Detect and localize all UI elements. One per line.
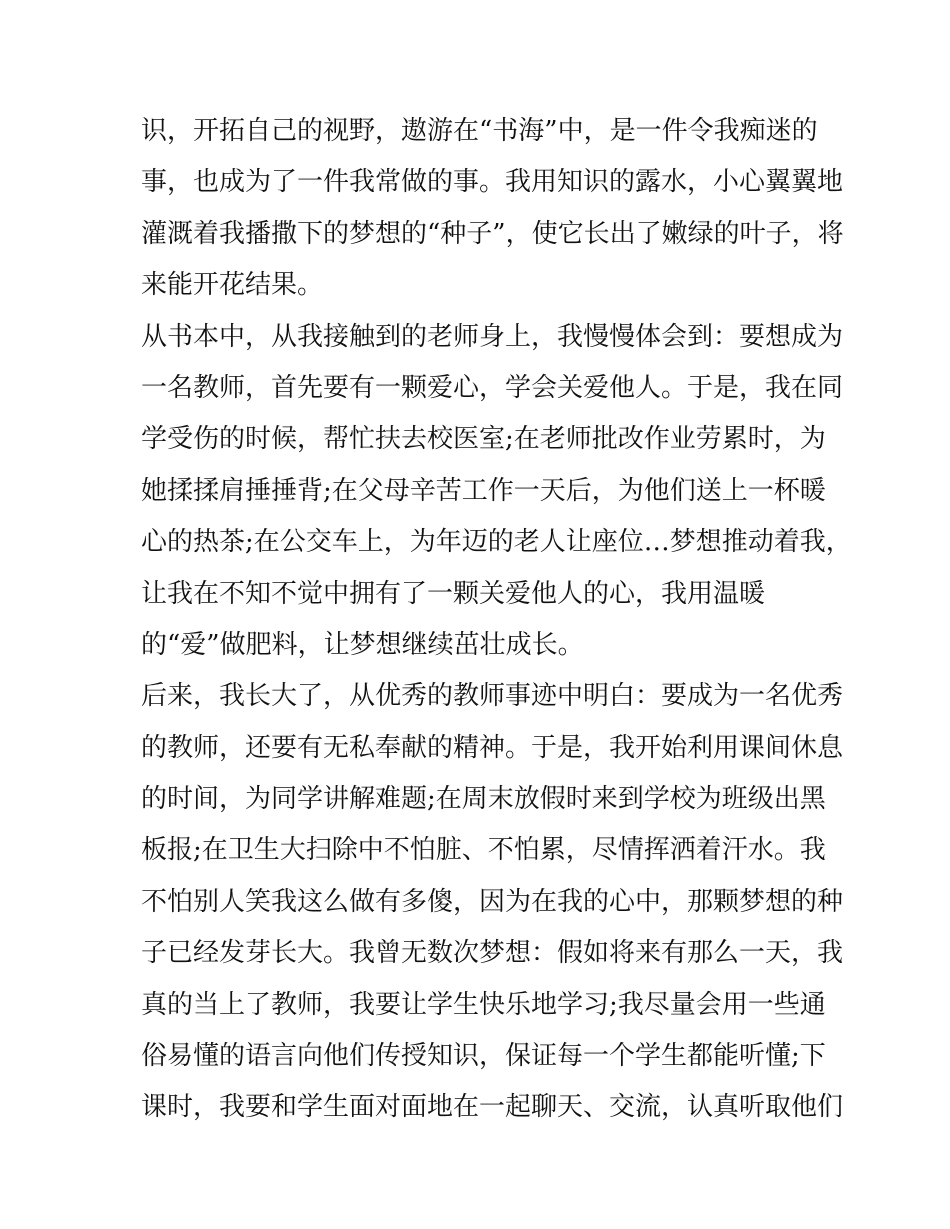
text-line: 她揉揉肩捶捶背;在父母辛苦工作一天后，为他们送上一杯暖 — [141, 475, 826, 506]
text-line: 一名教师，首先要有一颗爱心，学会关爱他人。于是，我在同 — [141, 372, 844, 403]
text-line: 俗易懂的语言向他们传授知识，保证每一个学生都能听懂;下 — [141, 1041, 826, 1072]
text-line: 子已经发芽长大。我曾无数次梦想：假如将来有那么一天，我 — [141, 938, 844, 969]
text-line: 后来，我长大了，从优秀的教师事迹中明白：要成为一名优秀 — [141, 681, 844, 712]
text-line: 不怕别人笑我这么做有多傻，因为在我的心中，那颗梦想的种 — [141, 886, 844, 917]
text-line: 灌溉着我播撒下的梦想的“种子”，使它长出了嫩绿的叶子，将 — [141, 218, 844, 249]
text-line: 来能开花结果。 — [141, 270, 324, 301]
text-line: 事，也成为了一件我常做的事。我用知识的露水，小心翼翼地 — [141, 167, 844, 198]
text-line: 的“爱”做肥料，让梦想继续茁壮成长。 — [141, 629, 584, 660]
text-line: 课时，我要和学生面对面地在一起聊天、交流，认真听取他们 — [141, 1092, 844, 1123]
text-line: 的教师，还要有无私奉献的精神。于是，我开始利用课间休息 — [141, 732, 844, 763]
essay-text — [141, 106, 852, 1134]
text-line: 心的热茶;在公交车上，为年迈的老人让座位…梦想推动着我， — [141, 527, 852, 558]
text-line: 学受伤的时候，帮忙扶去校医室;在老师批改作业劳累时，为 — [141, 424, 826, 455]
text-line: 的时间，为同学讲解难题;在周末放假时来到学校为班级出黑 — [141, 784, 826, 815]
text-line: 真的当上了教师，我要让学生快乐地学习;我尽量会用一些通 — [141, 989, 826, 1020]
text-line: 板报;在卫生大扫除中不怕脏、不怕累，尽情挥洒着汗水。我 — [141, 835, 826, 866]
text-line: 识，开拓自己的视野，遨游在“书海”中，是一件令我痴迷的 — [141, 116, 818, 146]
text-line: 让我在不知不觉中拥有了一颗关爱他人的心，我用温暖 — [141, 578, 766, 609]
text-line: 从书本中，从我接触到的老师身上，我慢慢体会到：要想成为 — [141, 321, 844, 352]
